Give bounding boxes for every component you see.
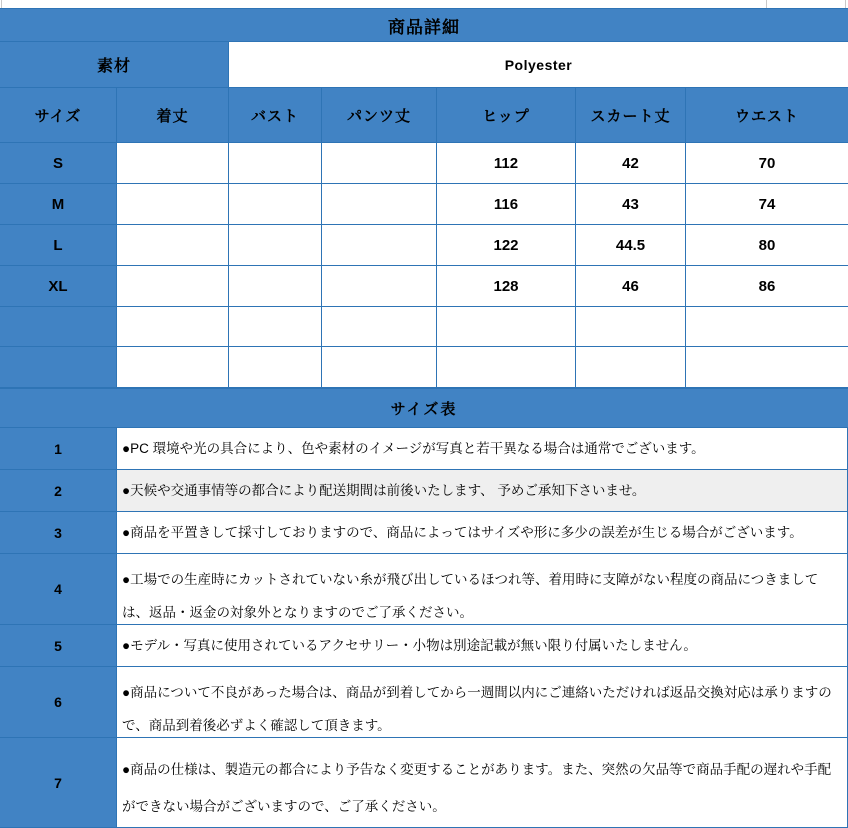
note-text: [117, 428, 848, 470]
note-row-5: [0, 625, 848, 667]
empty-cell: [117, 184, 229, 225]
material-row: [0, 42, 848, 88]
empty-cell: [229, 184, 322, 225]
col-header-skirt: スカート丈: [576, 88, 686, 143]
waist-value: 86: [686, 266, 848, 307]
note-row-3: [0, 512, 848, 554]
note-text-content: ●天候や交通事情等の都合により配送期間は前後いたします、 予めご承知下さいませ。: [122, 482, 646, 498]
empty-cell: [117, 225, 229, 266]
note-number: 2: [0, 470, 117, 512]
spreadsheet-margin-strip: [0, 0, 848, 8]
empty-cell: [117, 143, 229, 184]
empty-cell: [322, 347, 437, 388]
note-text-content: ●PC 環境や光の具合により、色や素材のイメージが写真と若干異なる場合は通常でございます。: [122, 440, 705, 456]
empty-cell: [117, 307, 229, 347]
material-value: Polyester: [229, 42, 848, 88]
empty-cell: [229, 225, 322, 266]
empty-cell: [576, 347, 686, 388]
empty-cell: [117, 266, 229, 307]
material-label: 素材: [0, 42, 229, 88]
note-text: [117, 512, 848, 554]
empty-cell: [322, 266, 437, 307]
size-label: M: [0, 184, 117, 225]
gridline: [766, 0, 767, 8]
waist-value: 70: [686, 143, 848, 184]
note-row-6: [0, 667, 848, 738]
note-text: [117, 470, 848, 512]
col-header-size: サイズ: [0, 88, 117, 143]
empty-cell: [322, 307, 437, 347]
note-number: 6: [0, 667, 117, 738]
note-text-content: ●モデル・写真に使用されているアクセサリー・小物は別途記載が無い限り付属いたしません。: [122, 637, 697, 653]
note-text: [117, 625, 848, 667]
page-title: 商品詳細: [0, 8, 848, 42]
gridline: [1, 0, 2, 8]
note-text: [117, 738, 848, 828]
note-text: [117, 667, 848, 738]
empty-cell: [0, 347, 117, 388]
empty-table-row: [0, 307, 848, 347]
empty-cell: [322, 225, 437, 266]
empty-cell: [229, 266, 322, 307]
empty-cell: [686, 347, 848, 388]
empty-cell: [229, 143, 322, 184]
col-header-bust: バスト: [229, 88, 322, 143]
size-label: XL: [0, 266, 117, 307]
note-text: [117, 554, 848, 625]
note-number: 3: [0, 512, 117, 554]
skirt-value: 43: [576, 184, 686, 225]
waist-value: 74: [686, 184, 848, 225]
note-text-content: ●商品について不良があった場合は、商品が到着してから一週間以内にご連絡いただければ返品交換対応は承りますので、商品到着後必ずよく確認して頂きます。: [122, 685, 832, 733]
col-header-hip: ヒップ: [437, 88, 576, 143]
skirt-value: 44.5: [576, 225, 686, 266]
empty-cell: [322, 184, 437, 225]
note-text-content: ●商品を平置きして採寸しておりますので、商品によってはサイズや形に多少の誤差が生じる場合がございます。: [122, 524, 803, 540]
note-number: 5: [0, 625, 117, 667]
empty-cell: [117, 347, 229, 388]
skirt-value: 46: [576, 266, 686, 307]
empty-cell: [229, 307, 322, 347]
hip-value: 128: [437, 266, 576, 307]
col-header-length: 着丈: [117, 88, 229, 143]
gridline: [845, 0, 846, 8]
note-number: 1: [0, 428, 117, 470]
note-row-7: [0, 738, 848, 828]
hip-value: 122: [437, 225, 576, 266]
col-header-pants: パンツ丈: [322, 88, 437, 143]
note-row-2: [0, 470, 848, 512]
table-row-m: [0, 184, 848, 225]
empty-cell: [437, 307, 576, 347]
empty-cell: [0, 307, 117, 347]
note-row-4: [0, 554, 848, 625]
size-table-header-row: [0, 88, 848, 143]
empty-table-row: [0, 347, 848, 388]
note-text-content: ●工場での生産時にカットされていない糸が飛び出しているほつれ等、着用時に支障がない程度の商品につきましては、返品・返金の対象外となりますのでご了承ください。: [122, 572, 819, 620]
waist-value: 80: [686, 225, 848, 266]
table-row-l: [0, 225, 848, 266]
size-label: L: [0, 225, 117, 266]
table-row-xl: [0, 266, 848, 307]
size-chart-title: サイズ表: [0, 388, 848, 428]
size-label: S: [0, 143, 117, 184]
empty-cell: [229, 347, 322, 388]
hip-value: 116: [437, 184, 576, 225]
note-text-content: ●商品の仕様は、製造元の都合により予告なく変更することがあります。また、突然の欠品等で商品手配の遅れや手配ができない場合がございますので、ご了承ください。: [122, 762, 832, 814]
empty-cell: [686, 307, 848, 347]
table-row-s: [0, 143, 848, 184]
empty-cell: [437, 347, 576, 388]
hip-value: 112: [437, 143, 576, 184]
skirt-value: 42: [576, 143, 686, 184]
note-number: 7: [0, 738, 117, 828]
col-header-waist: ウエスト: [686, 88, 848, 143]
empty-cell: [576, 307, 686, 347]
empty-cell: [322, 143, 437, 184]
note-row-1: [0, 428, 848, 470]
note-number: 4: [0, 554, 117, 625]
